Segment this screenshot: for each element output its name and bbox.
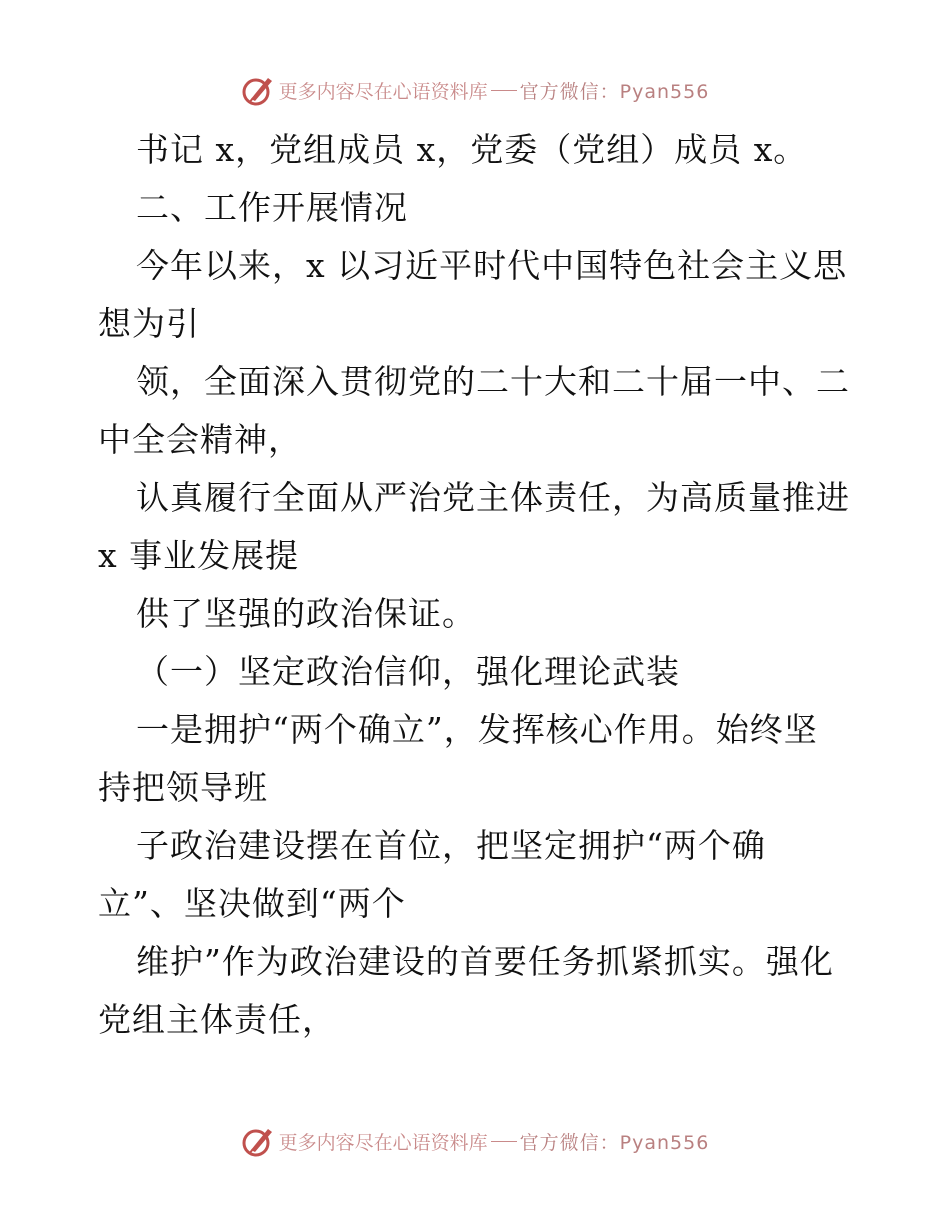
subsection-heading: （一）坚定政治信仰，强化理论武装	[136, 652, 680, 691]
watermark-right-text: 官方微信：Pyan556	[519, 1131, 710, 1154]
watermark-separator	[491, 1141, 517, 1142]
body-line: 书记 x，党组成员 x，党委（党组）成员 x。	[136, 130, 808, 169]
body-line: 领，全面深入贯彻党的二十大和二十届一中、二	[136, 362, 850, 401]
body-line: 维护”作为政治建设的首要任务抓紧抓实。强化	[136, 942, 834, 981]
quill-logo-icon	[241, 73, 275, 107]
body-line: 想为引	[98, 304, 200, 343]
watermark-separator	[491, 90, 517, 91]
body-line: 认真履行全面从严治党主体责任，为高质量推进	[136, 478, 850, 517]
body-line: 中全会精神，	[98, 420, 302, 459]
body-line: 持把领导班	[98, 768, 268, 807]
body-line: 供了坚强的政治保证。	[136, 594, 476, 633]
body-line: 今年以来，x 以习近平时代中国特色社会主义思	[136, 246, 848, 285]
section-heading: 二、工作开展情况	[136, 188, 408, 227]
footer-watermark	[0, 1121, 950, 1161]
body-line: 子政治建设摆在首位，把坚定拥护“两个确	[136, 826, 766, 865]
body-line: 立”、坚决做到“两个	[98, 884, 406, 923]
quill-logo-icon	[241, 1124, 275, 1158]
document-body	[98, 121, 858, 1049]
body-line: 一是拥护“两个确立”，发挥核心作用。始终坚	[136, 710, 818, 749]
body-line: x 事业发展提	[98, 536, 300, 575]
watermark-right-text: 官方微信：Pyan556	[519, 80, 710, 103]
body-line: 党组主体责任，	[98, 1000, 336, 1039]
watermark-left-text: 更多内容尽在心语资料库	[278, 1131, 488, 1154]
watermark-left-text: 更多内容尽在心语资料库	[278, 80, 488, 103]
header-watermark	[0, 70, 950, 110]
